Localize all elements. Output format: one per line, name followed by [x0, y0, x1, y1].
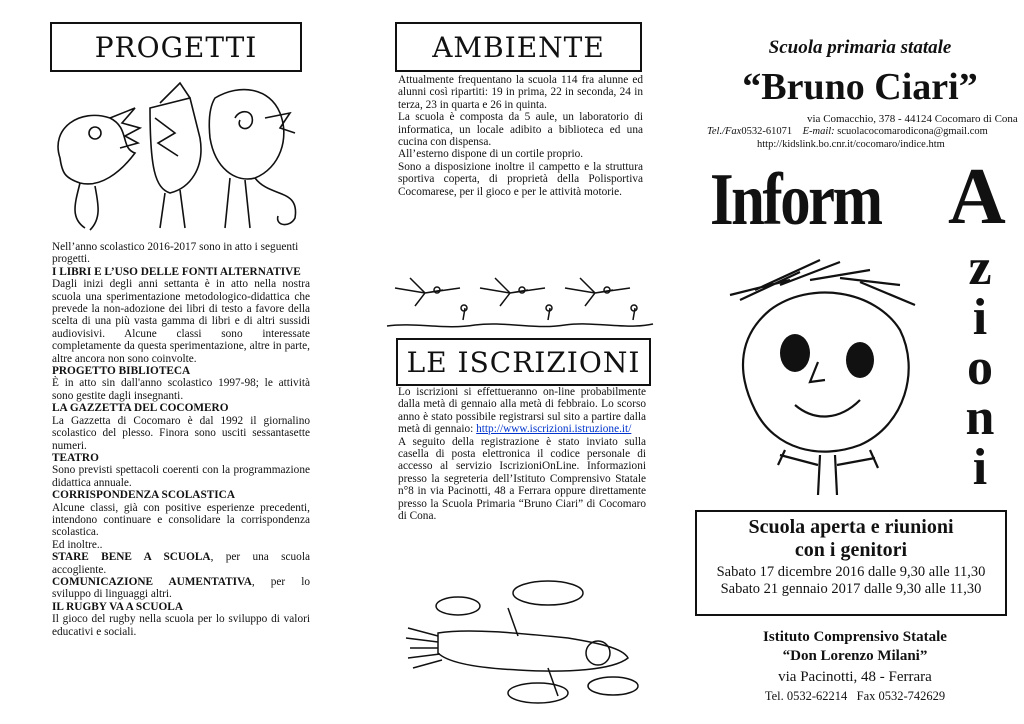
school-website[interactable]: http://kidslink.bo.cnr.it/cocomaro/indice.htm: [757, 139, 945, 150]
nose: [810, 362, 825, 382]
creature-right: [209, 90, 284, 179]
creature-left-legs: [75, 183, 98, 230]
banner-inform: Inform: [710, 159, 881, 241]
institute-block: [700, 628, 1010, 705]
cloud: [588, 677, 638, 695]
creature-left: [58, 115, 135, 184]
neck: [818, 455, 837, 495]
comunicazione-heading: COMUNICAZIONE AUMENTATIVA: [52, 575, 252, 588]
institute-name: Istituto Comprensivo Statale: [763, 629, 947, 645]
progetti-title: PROGETTI: [94, 30, 258, 64]
section-heading: PROGETTO BIBLIOTECA: [52, 365, 191, 378]
section-text: Dagli inizi degli anni settanta è in atto nella nostra scuola una sperimentazione metodologico-didattica che prevede la non-adozione dei libri di testo a favore della scelta di una più vasta gamma di libri e di altri sussidi audiovisivi. Alcune classi sono interessate completamente da questa sperimentazione, altre in parte, altre ancora non sono coinvolte.: [52, 278, 310, 365]
comunicazione-paragraph: [52, 576, 310, 601]
institute-address: via Pacinotti, 48 - Ferrara: [778, 669, 932, 685]
creature-middle-wing: [155, 118, 178, 156]
banner-letter: i: [972, 439, 988, 496]
iscrizioni-paragraph-2: A seguito della registrazione è stato inviato sulla casella di posta elettronica il codice personale di accesso al servizio IscrizioniOnLine. Informazioni presso la segreteria dell’Istituto Comprensivo Statale n°8 in via Pacinotti, 48 a Ferrara oppure direttamente presso la Scuola Primaria “Bruno Ciari” di Cocomaro di Cona.: [398, 435, 646, 523]
mouth: [795, 400, 860, 416]
face-outline: [743, 293, 909, 452]
email-value[interactable]: scuolacocomarodicona@gmail.com: [837, 126, 988, 137]
iscrizioni-title: LE ISCRIZIONI: [406, 345, 641, 379]
ambiente-paragraph: La scuola è composta da 5 aule, un laboratorio di informatica, un locale adibito a biblioteca ed una cucina con dispensa.: [398, 111, 643, 149]
stare-bene-text: , per una scuola accogliente.: [52, 551, 310, 576]
section-heading: I LIBRI E L’USO DELLE FONTI ALTERNATIVE: [52, 265, 301, 278]
progetti-text: [52, 241, 310, 638]
banner-letter: z: [968, 239, 992, 296]
child-head: [586, 641, 610, 665]
school-name: “Bruno Ciari”: [742, 66, 978, 108]
section-heading: LA GAZZETTA DEL COCOMERO: [52, 402, 229, 415]
iscrizioni-text: [398, 386, 646, 522]
arm-left: [778, 450, 818, 465]
iscrizioni-paragraph-1: [398, 386, 646, 436]
banner-letter: n: [965, 389, 995, 446]
telfax-label: Tel./Fax: [707, 126, 742, 137]
flower: [546, 305, 552, 320]
flower: [631, 305, 637, 320]
rugby-text: Il gioco del rugby nella scuola per lo sviluppo di valori educativi e sociali.: [52, 613, 310, 638]
ed-inoltre: Ed inoltre..: [52, 538, 103, 551]
creature-right-tail: [255, 178, 296, 225]
bird: [480, 278, 545, 306]
section-text: Sono previsti spettacoli coerenti con la programmazione didattica annuale.: [52, 464, 310, 489]
eye-right: [846, 342, 874, 378]
iscrizioni-text-1: Lo iscrizioni si effettueranno on-line probabilmente dalla metà di gennaio alla metà di febbraio. Lo scorso anno è stato possibile registrarsi sul sito a partire dalla metà di gennaio:: [398, 386, 646, 436]
cloud: [513, 581, 583, 605]
open-school-box: [695, 510, 1007, 616]
rugby-heading: IL RUGBY VA A SCUOLA: [52, 600, 184, 613]
comunicazione-text: , per lo sviluppo di linguaggi altri.: [52, 575, 310, 601]
ambiente-paragraph: All’esterno dispone di un cortile proprio.: [398, 148, 584, 161]
creature-middle-legs: [160, 190, 185, 228]
section-text: È in atto sin dall'anno scolastico 1997-98; le attività sono gestite dagli insegnanti.: [52, 377, 310, 402]
ambiente-title-box: [395, 22, 642, 72]
cloud: [508, 683, 568, 703]
creature-left-eye: [89, 127, 101, 139]
email-label: E-mail:: [802, 126, 835, 137]
institute-phones: Tel. 0532-62214 Fax 0532-742629: [764, 689, 946, 703]
section-heading: TEATRO: [52, 451, 99, 464]
creature-middle-beak: [160, 83, 190, 103]
ambiente-title: AMBIENTE: [432, 30, 605, 64]
progetti-intro: Nell’anno scolastico 2016-2017 sono in atto i seguenti progetti.: [52, 241, 299, 266]
open-school-date-2: Sabato 21 gennaio 2017 dalle 9,30 alle 11,30: [720, 581, 982, 597]
open-school-title-2: con i genitori: [794, 539, 908, 561]
banner-letter: i: [972, 289, 988, 346]
banner-vertical: [955, 239, 1005, 496]
ambiente-paragraph: Sono a disposizione inoltre il campetto e la struttura sportiva coperta, di proprietà della Polisportiva Cocomarese, per il gioco e per le attività motorie.: [398, 160, 643, 198]
progetti-drawing: [40, 78, 310, 238]
child-face-drawing: [700, 250, 950, 500]
flower: [461, 305, 467, 320]
creature-right-legs: [225, 178, 250, 228]
progetti-title-box: [50, 22, 302, 72]
hair-strokes: [406, 628, 442, 668]
creature-right-beak: [265, 113, 295, 133]
stare-bene-paragraph: [52, 551, 310, 576]
school-address: via Comacchio, 378 - 44124 Cocomaro di Cona: [807, 113, 1018, 125]
stare-bene-heading: STARE BENE A SCUOLA: [52, 551, 211, 564]
section-heading: CORRISPONDENZA SCOLASTICA: [52, 489, 235, 502]
school-contacts: [707, 126, 988, 137]
section-text: La Gazzetta di Cocomaro è dal 1992 il giornalino scolastico del plesso. Finora sono usciti sessantasette numeri.: [52, 414, 310, 452]
ground-line: [387, 324, 653, 327]
iscrizioni-title-box: [396, 338, 651, 386]
creature-middle: [150, 98, 201, 193]
ambiente-text: [398, 74, 643, 198]
ambiente-paragraph: Attualmente frequentano la scuola 114 fra alunne ed alunni così ripartiti: 19 in prima, 22 in seconda, 24 in terza, 23 in quarta e 26 in quinta.: [398, 74, 643, 111]
hair: [730, 260, 915, 305]
iscrizioni-link[interactable]: http://www.iscrizioni.istruzione.it/: [476, 423, 632, 436]
eye-left: [780, 334, 810, 372]
open-school-date-1: Sabato 17 dicembre 2016 dalle 9,30 alle 11,30: [716, 564, 986, 580]
section-text: Alcune classi, già con positive esperienze precedenti, intendono continuare e consolidare la corrispondenza scolastica.: [52, 501, 310, 539]
arm-right: [837, 450, 878, 468]
birds-drawing: [385, 268, 655, 336]
bird: [395, 278, 460, 306]
institute-title: “Don Lorenzo Milani”: [782, 648, 928, 664]
banner-letter: o: [967, 339, 993, 396]
telfax-value: 0532-61071: [741, 126, 793, 137]
banner-a: A: [948, 153, 1006, 241]
cloud: [436, 597, 480, 615]
flying-child-drawing: [398, 578, 648, 708]
school-type: Scuola primaria statale: [768, 37, 952, 58]
creature-right-spiral: [235, 112, 252, 129]
open-school-title-1: Scuola aperta e riunioni: [748, 516, 954, 538]
bird: [565, 278, 630, 306]
